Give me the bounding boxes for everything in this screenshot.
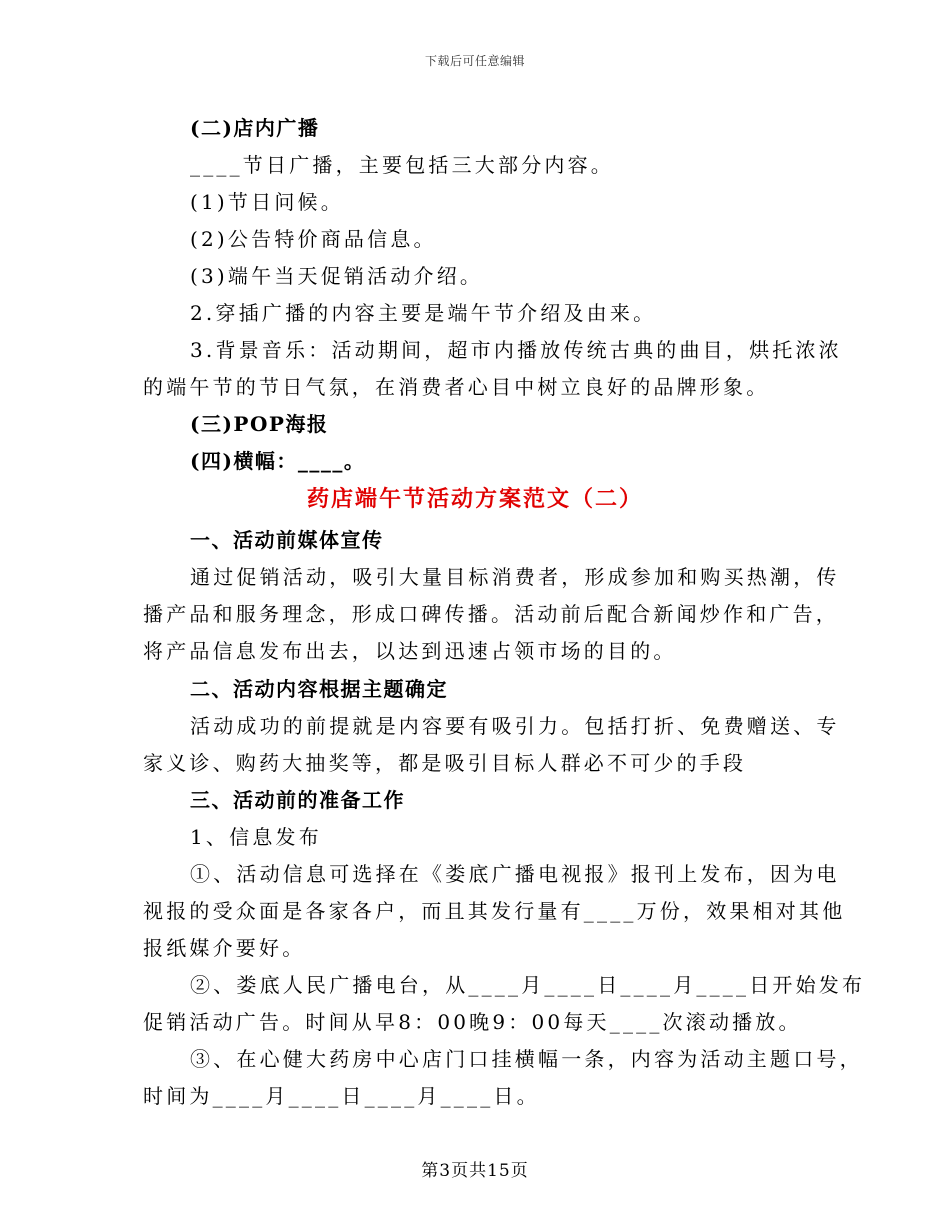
- paragraph-line: 活动成功的前提就是内容要有吸引力。包括打折、免费赠送、专: [190, 714, 840, 738]
- paragraph-line: ____节日广播，主要包括三大部分内容。: [190, 153, 614, 177]
- list-item: (3)端午当天促销活动介绍。: [190, 264, 484, 288]
- paragraph-line: 将产品信息发布出去，以达到迅速占领市场的目的。: [143, 639, 677, 663]
- paragraph-line: 通过促销活动，吸引大量目标消费者，形成参加和购买热潮，传: [190, 565, 840, 589]
- document-title: 药店端午节活动方案范文（二）: [306, 486, 643, 512]
- paragraph-line: 播产品和服务理念，形成口碑传播。活动前后配合新闻炒作和广告，: [143, 602, 839, 626]
- part2-heading: 二、活动内容根据主题确定: [190, 677, 448, 701]
- page-footer: 第3页共15页: [421, 1161, 529, 1181]
- page-header: 下载后可任意编辑: [424, 54, 525, 68]
- paragraph-line: 报纸媒介要好。: [143, 936, 306, 960]
- paragraph-line: 时间为____月____日____月____日。: [143, 1084, 540, 1108]
- part3-heading: 三、活动前的准备工作: [190, 788, 405, 812]
- section-heading-pop: (三)POP海报: [190, 412, 329, 436]
- list-item: (2)公告特价商品信息。: [190, 227, 437, 251]
- paragraph-line: 2.穿插广播的内容主要是端午节介绍及由来。: [190, 301, 657, 325]
- paragraph-line: 的端午节的节日气氛，在消费者心目中树立良好的品牌形象。: [143, 375, 770, 399]
- section-heading-banner: (四)横幅：____。: [190, 449, 366, 473]
- part1-heading: 一、活动前媒体宣传: [190, 528, 384, 552]
- paragraph-line: 视报的受众面是各家各户，而且其发行量有____万份，效果相对其他: [143, 899, 846, 923]
- subheading: 1、信息发布: [190, 825, 322, 849]
- list-item: (1)节日问候。: [190, 190, 344, 214]
- paragraph-line: ③、在心健大药房中心店门口挂横幅一条，内容为活动主题口号，: [190, 1047, 863, 1071]
- paragraph-line: 3.背景音乐：活动期间，超市内播放传统古典的曲目，烘托浓浓: [190, 338, 842, 362]
- paragraph-line: ②、娄底人民广播电台，从____月____日____月____日开始发布: [190, 973, 866, 997]
- paragraph-line: 家义诊、购药大抽奖等，都是吸引目标人群必不可少的手段: [143, 751, 747, 775]
- paragraph-line: ①、活动信息可选择在《娄底广播电视报》报刊上发布，因为电: [190, 862, 840, 886]
- section-heading-broadcast: (二)店内广播: [190, 116, 320, 140]
- paragraph-line: 促销活动广告。时间从早8：00晚9：00每天____次滚动播放。: [143, 1010, 802, 1034]
